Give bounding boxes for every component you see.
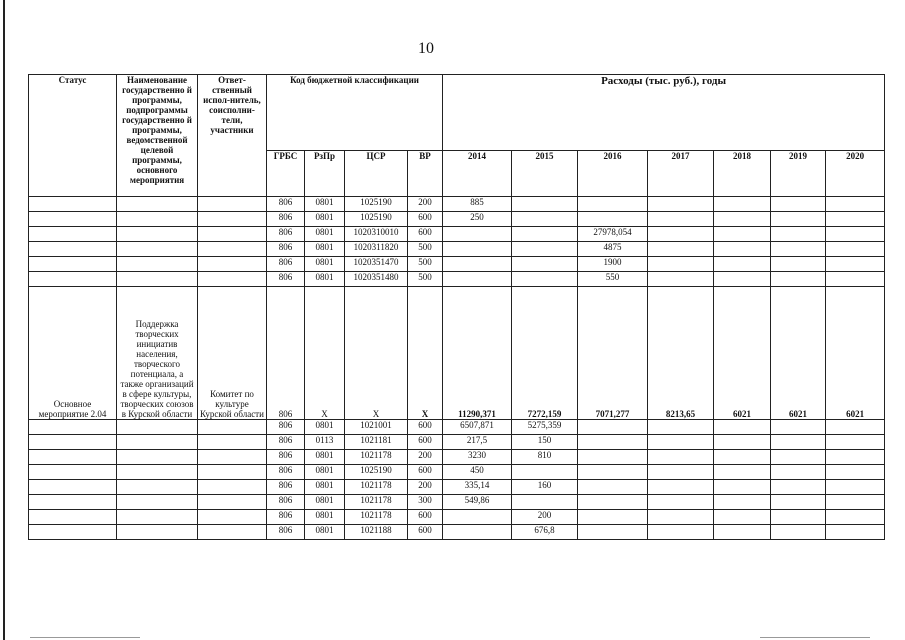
v2019-cell: 6021: [771, 287, 826, 420]
responsible-cell: [198, 450, 267, 465]
vr-cell: 600: [408, 510, 443, 525]
rzpr-cell: 0801: [305, 465, 345, 480]
v2019-cell: [771, 242, 826, 257]
name-cell: [117, 272, 198, 287]
v2019-cell: [771, 272, 826, 287]
v2016-cell: 550: [578, 272, 648, 287]
responsible-cell: [198, 197, 267, 212]
rzpr-cell: 0801: [305, 450, 345, 465]
vr-cell: 600: [408, 212, 443, 227]
grbs-cell: 806: [267, 287, 305, 420]
name-cell: [117, 435, 198, 450]
status-cell: Основное мероприятие 2.04: [29, 287, 117, 420]
v2015-cell: 5275,359: [512, 420, 578, 435]
vr-cell: 600: [408, 435, 443, 450]
v2018-cell: [714, 197, 771, 212]
table-row: [29, 242, 885, 257]
name-cell: [117, 212, 198, 227]
v2018-cell: [714, 435, 771, 450]
table-row: [29, 257, 885, 272]
v2016-cell: [578, 495, 648, 510]
name-cell: [117, 465, 198, 480]
v2020-cell: [826, 272, 885, 287]
responsible-cell: [198, 257, 267, 272]
table-body: [29, 197, 885, 540]
status-cell: [29, 272, 117, 287]
v2018-cell: [714, 212, 771, 227]
v2020-cell: [826, 242, 885, 257]
v2014-cell: [443, 227, 512, 242]
vr-cell: 600: [408, 420, 443, 435]
grbs-cell: 806: [267, 420, 305, 435]
responsible-cell: [198, 465, 267, 480]
v2019-cell: [771, 257, 826, 272]
table-row: [29, 450, 885, 465]
status-cell: [29, 242, 117, 257]
v2019-cell: [771, 435, 826, 450]
v2017-cell: [648, 480, 714, 495]
v2016-cell: [578, 465, 648, 480]
v2019-cell: [771, 465, 826, 480]
v2014-cell: 11290,371: [443, 287, 512, 420]
v2017-cell: [648, 257, 714, 272]
table-row: [29, 272, 885, 287]
name-cell: [117, 257, 198, 272]
rzpr-cell: 0801: [305, 495, 345, 510]
csr-cell: 1021001: [345, 420, 408, 435]
page-number: 10: [418, 40, 434, 57]
v2015-cell: [512, 212, 578, 227]
v2014-cell: 885: [443, 197, 512, 212]
status-cell: [29, 227, 117, 242]
v2015-cell: [512, 257, 578, 272]
grbs-cell: 806: [267, 212, 305, 227]
v2014-cell: 549,86: [443, 495, 512, 510]
csr-cell: 1020351480: [345, 272, 408, 287]
csr-cell: X: [345, 287, 408, 420]
v2017-cell: [648, 420, 714, 435]
v2014-cell: [443, 525, 512, 540]
csr-cell: 1020351470: [345, 257, 408, 272]
v2014-cell: 3230: [443, 450, 512, 465]
v2016-cell: [578, 480, 648, 495]
name-cell: [117, 420, 198, 435]
csr-cell: 1021188: [345, 525, 408, 540]
table-row: [29, 227, 885, 242]
table-header: [29, 75, 885, 197]
v2020-cell: [826, 480, 885, 495]
header-year-2020: 2020: [826, 151, 885, 197]
status-cell: [29, 212, 117, 227]
csr-cell: 1021178: [345, 480, 408, 495]
v2017-cell: 8213,65: [648, 287, 714, 420]
grbs-cell: 806: [267, 257, 305, 272]
v2017-cell: [648, 510, 714, 525]
v2016-cell: [578, 450, 648, 465]
responsible-cell: [198, 212, 267, 227]
name-cell: [117, 242, 198, 257]
v2018-cell: [714, 525, 771, 540]
responsible-cell: [198, 242, 267, 257]
grbs-cell: 806: [267, 272, 305, 287]
v2015-cell: 810: [512, 450, 578, 465]
v2016-cell: [578, 435, 648, 450]
header-status: Статус: [29, 75, 117, 197]
v2017-cell: [648, 495, 714, 510]
table-row: [29, 197, 885, 212]
csr-cell: 1021178: [345, 495, 408, 510]
v2016-cell: 4875: [578, 242, 648, 257]
status-cell: [29, 480, 117, 495]
table-row: [29, 480, 885, 495]
v2019-cell: [771, 525, 826, 540]
header-name: Наименование государственно й программы, подпрограммы государственно й программы, ведомственной целевой программы, основного мероприятия: [117, 75, 198, 197]
scan-artifact: [760, 637, 870, 638]
v2020-cell: [826, 197, 885, 212]
header-year-2019: 2019: [771, 151, 826, 197]
v2017-cell: [648, 465, 714, 480]
vr-cell: X: [408, 287, 443, 420]
budget-table: [28, 74, 885, 540]
table-row: [29, 465, 885, 480]
vr-cell: 300: [408, 495, 443, 510]
v2020-cell: 6021: [826, 287, 885, 420]
v2015-cell: 150: [512, 435, 578, 450]
v2015-cell: 160: [512, 480, 578, 495]
table-row: [29, 435, 885, 450]
v2014-cell: [443, 257, 512, 272]
v2016-cell: 7071,277: [578, 287, 648, 420]
responsible-cell: Комитет по культуре Курской области: [198, 287, 267, 420]
table-row: [29, 525, 885, 540]
v2018-cell: [714, 450, 771, 465]
v2018-cell: 6021: [714, 287, 771, 420]
header-budget-code: Код бюджетной классификации: [267, 75, 443, 151]
v2017-cell: [648, 450, 714, 465]
rzpr-cell: 0801: [305, 510, 345, 525]
name-cell: [117, 480, 198, 495]
v2016-cell: [578, 420, 648, 435]
status-cell: [29, 197, 117, 212]
rzpr-cell: 0801: [305, 420, 345, 435]
main-event-row: [29, 287, 885, 420]
page-left-edge: [3, 0, 5, 640]
v2014-cell: [443, 510, 512, 525]
v2020-cell: [826, 465, 885, 480]
scan-artifact: [30, 637, 140, 638]
responsible-cell: [198, 510, 267, 525]
v2015-cell: [512, 495, 578, 510]
header-grbs: ГРБС: [267, 151, 305, 197]
grbs-cell: 806: [267, 465, 305, 480]
vr-cell: 600: [408, 465, 443, 480]
csr-cell: 1025190: [345, 212, 408, 227]
csr-cell: 1021178: [345, 450, 408, 465]
table-row: [29, 495, 885, 510]
v2016-cell: [578, 510, 648, 525]
responsible-cell: [198, 480, 267, 495]
vr-cell: 500: [408, 257, 443, 272]
csr-cell: 1021178: [345, 510, 408, 525]
v2016-cell: [578, 525, 648, 540]
header-year-2014: 2014: [443, 151, 512, 197]
v2015-cell: 200: [512, 510, 578, 525]
header-year-2018: 2018: [714, 151, 771, 197]
v2015-cell: 7272,159: [512, 287, 578, 420]
header-year-2016: 2016: [578, 151, 648, 197]
header-responsible: Ответ-ственный испол-нитель, соисполни-тели, участники: [198, 75, 267, 197]
v2019-cell: [771, 420, 826, 435]
v2018-cell: [714, 480, 771, 495]
v2017-cell: [648, 435, 714, 450]
v2019-cell: [771, 480, 826, 495]
name-cell: Поддержка творческих инициатив населения, творческого потенциала, а также организаций в сфере культуры, творческих союзов в Курской области: [117, 287, 198, 420]
status-cell: [29, 465, 117, 480]
v2016-cell: 27978,054: [578, 227, 648, 242]
status-cell: [29, 435, 117, 450]
v2018-cell: [714, 227, 771, 242]
table-row: [29, 212, 885, 227]
v2014-cell: 217,5: [443, 435, 512, 450]
responsible-cell: [198, 420, 267, 435]
grbs-cell: 806: [267, 510, 305, 525]
v2015-cell: [512, 242, 578, 257]
csr-cell: 1021181: [345, 435, 408, 450]
v2018-cell: [714, 495, 771, 510]
v2017-cell: [648, 242, 714, 257]
responsible-cell: [198, 272, 267, 287]
name-cell: [117, 227, 198, 242]
grbs-cell: 806: [267, 525, 305, 540]
responsible-cell: [198, 227, 267, 242]
v2019-cell: [771, 212, 826, 227]
header-year-2017: 2017: [648, 151, 714, 197]
v2018-cell: [714, 465, 771, 480]
v2015-cell: 676,8: [512, 525, 578, 540]
v2018-cell: [714, 257, 771, 272]
v2018-cell: [714, 510, 771, 525]
grbs-cell: 806: [267, 242, 305, 257]
v2014-cell: 250: [443, 212, 512, 227]
v2014-cell: [443, 272, 512, 287]
table-row: [29, 420, 885, 435]
v2014-cell: 335,14: [443, 480, 512, 495]
v2020-cell: [826, 510, 885, 525]
grbs-cell: 806: [267, 435, 305, 450]
rzpr-cell: X: [305, 287, 345, 420]
status-cell: [29, 257, 117, 272]
grbs-cell: 806: [267, 450, 305, 465]
csr-cell: 1020310010: [345, 227, 408, 242]
header-vr: ВР: [408, 151, 443, 197]
name-cell: [117, 525, 198, 540]
rzpr-cell: 0801: [305, 227, 345, 242]
v2014-cell: [443, 242, 512, 257]
v2020-cell: [826, 227, 885, 242]
v2019-cell: [771, 227, 826, 242]
grbs-cell: 806: [267, 197, 305, 212]
rzpr-cell: 0801: [305, 242, 345, 257]
name-cell: [117, 197, 198, 212]
header-expenses: Расходы (тыс. руб.), годы: [443, 75, 885, 151]
v2015-cell: [512, 272, 578, 287]
rzpr-cell: 0801: [305, 272, 345, 287]
header-year-2015: 2015: [512, 151, 578, 197]
v2014-cell: 450: [443, 465, 512, 480]
v2020-cell: [826, 435, 885, 450]
v2017-cell: [648, 227, 714, 242]
vr-cell: 500: [408, 272, 443, 287]
responsible-cell: [198, 435, 267, 450]
vr-cell: 200: [408, 480, 443, 495]
table-row: [29, 510, 885, 525]
vr-cell: 600: [408, 525, 443, 540]
v2018-cell: [714, 272, 771, 287]
v2015-cell: [512, 465, 578, 480]
v2020-cell: [826, 450, 885, 465]
v2019-cell: [771, 495, 826, 510]
vr-cell: 500: [408, 242, 443, 257]
status-cell: [29, 510, 117, 525]
v2016-cell: 1900: [578, 257, 648, 272]
v2020-cell: [826, 495, 885, 510]
v2016-cell: [578, 197, 648, 212]
grbs-cell: 806: [267, 227, 305, 242]
csr-cell: 1025190: [345, 465, 408, 480]
rzpr-cell: 0113: [305, 435, 345, 450]
vr-cell: 200: [408, 450, 443, 465]
rzpr-cell: 0801: [305, 525, 345, 540]
v2019-cell: [771, 450, 826, 465]
rzpr-cell: 0801: [305, 480, 345, 495]
vr-cell: 600: [408, 227, 443, 242]
status-cell: [29, 450, 117, 465]
v2017-cell: [648, 525, 714, 540]
v2015-cell: [512, 227, 578, 242]
v2017-cell: [648, 197, 714, 212]
v2017-cell: [648, 212, 714, 227]
v2014-cell: 6507,871: [443, 420, 512, 435]
responsible-cell: [198, 495, 267, 510]
v2019-cell: [771, 197, 826, 212]
responsible-cell: [198, 525, 267, 540]
csr-cell: 1020311820: [345, 242, 408, 257]
rzpr-cell: 0801: [305, 212, 345, 227]
v2016-cell: [578, 212, 648, 227]
csr-cell: 1025190: [345, 197, 408, 212]
rzpr-cell: 0801: [305, 197, 345, 212]
name-cell: [117, 510, 198, 525]
rzpr-cell: 0801: [305, 257, 345, 272]
status-cell: [29, 525, 117, 540]
grbs-cell: 806: [267, 495, 305, 510]
v2020-cell: [826, 525, 885, 540]
v2018-cell: [714, 242, 771, 257]
header-csr: ЦСР: [345, 151, 408, 197]
header-rzpr: РзПр: [305, 151, 345, 197]
v2020-cell: [826, 257, 885, 272]
status-cell: [29, 420, 117, 435]
v2020-cell: [826, 212, 885, 227]
name-cell: [117, 450, 198, 465]
v2020-cell: [826, 420, 885, 435]
grbs-cell: 806: [267, 480, 305, 495]
name-cell: [117, 495, 198, 510]
v2015-cell: [512, 197, 578, 212]
status-cell: [29, 495, 117, 510]
vr-cell: 200: [408, 197, 443, 212]
v2018-cell: [714, 420, 771, 435]
v2019-cell: [771, 510, 826, 525]
v2017-cell: [648, 272, 714, 287]
